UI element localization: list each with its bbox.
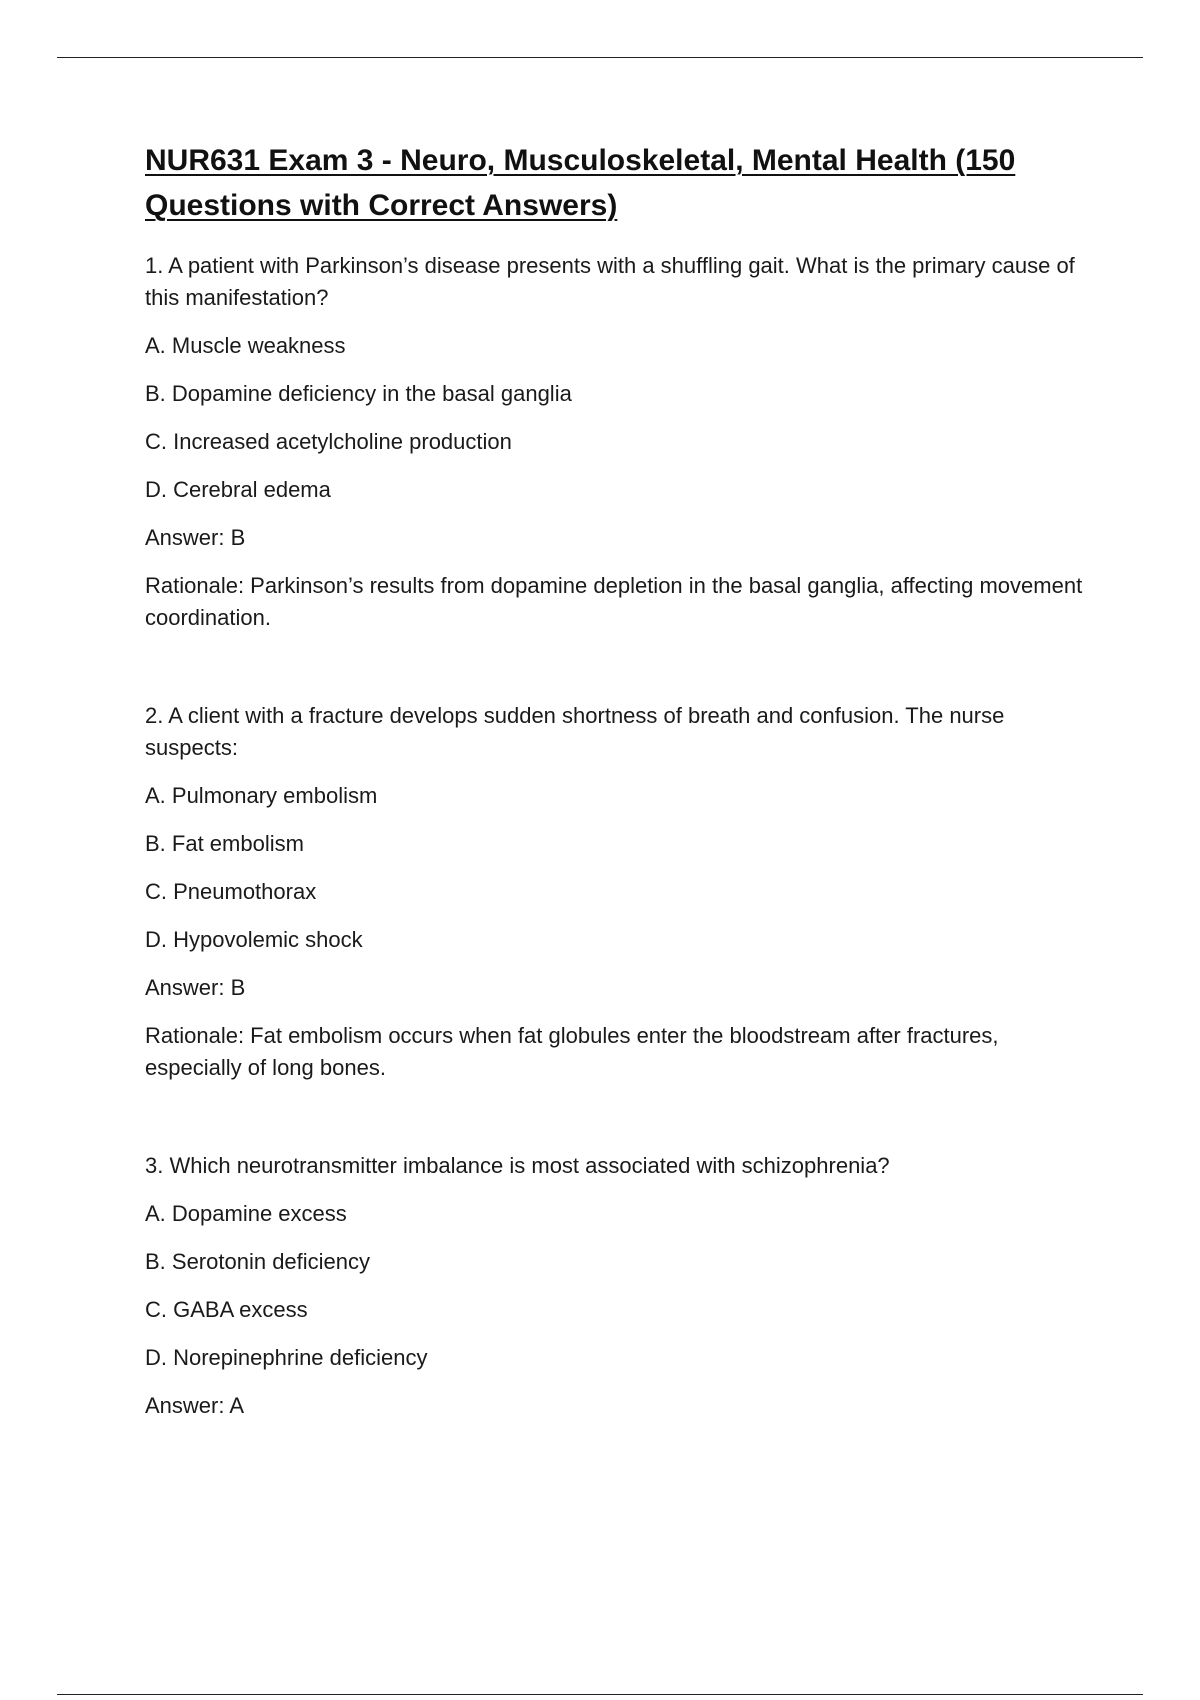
- option-c: C. GABA excess: [145, 1297, 308, 1322]
- option-a: A. Muscle weakness: [145, 333, 346, 358]
- question-text: 3. Which neurotransmitter imbalance is most associated with schizophrenia?: [145, 1153, 890, 1178]
- option-d: D. Cerebral edema: [145, 477, 331, 502]
- option-b: B. Fat embolism: [145, 831, 304, 856]
- option-b: B. Dopamine deficiency in the basal ganglia: [145, 381, 572, 406]
- rationale: Rationale: Parkinson’s results from dopamine depletion in the basal ganglia, affecting movement coordination.: [145, 573, 1083, 630]
- question-spacer: [145, 1084, 1095, 1150]
- answer: Answer: A: [145, 1393, 245, 1418]
- top-rule: [57, 57, 1143, 58]
- bottom-rule: [57, 1694, 1143, 1695]
- question-text: 1. A patient with Parkinson’s disease presents with a shuffling gait. What is the primary cause of this manifestation?: [145, 253, 1075, 310]
- option-a: A. Dopamine excess: [145, 1201, 347, 1226]
- option-d: D. Norepinephrine deficiency: [145, 1345, 428, 1370]
- question-2: [145, 700, 1095, 1084]
- question-3: [145, 1150, 1095, 1422]
- document-body: [145, 138, 1095, 1438]
- question-spacer: [145, 634, 1095, 700]
- rationale: Rationale: Fat embolism occurs when fat globules enter the bloodstream after fractures, especially of long bones.: [145, 1023, 999, 1080]
- question-1: [145, 250, 1095, 634]
- option-a: A. Pulmonary embolism: [145, 783, 378, 808]
- option-c: C. Increased acetylcholine production: [145, 429, 512, 454]
- question-text: 2. A client with a fracture develops sudden shortness of breath and confusion. The nurse suspects:: [145, 703, 1005, 760]
- option-c: C. Pneumothorax: [145, 879, 317, 904]
- answer: Answer: B: [145, 525, 246, 550]
- answer: Answer: B: [145, 975, 246, 1000]
- option-b: B. Serotonin deficiency: [145, 1249, 371, 1274]
- document-title: NUR631 Exam 3 - Neuro, Musculoskeletal, Mental Health (150 Questions with Correct Answers): [145, 144, 1016, 222]
- option-d: D. Hypovolemic shock: [145, 927, 363, 952]
